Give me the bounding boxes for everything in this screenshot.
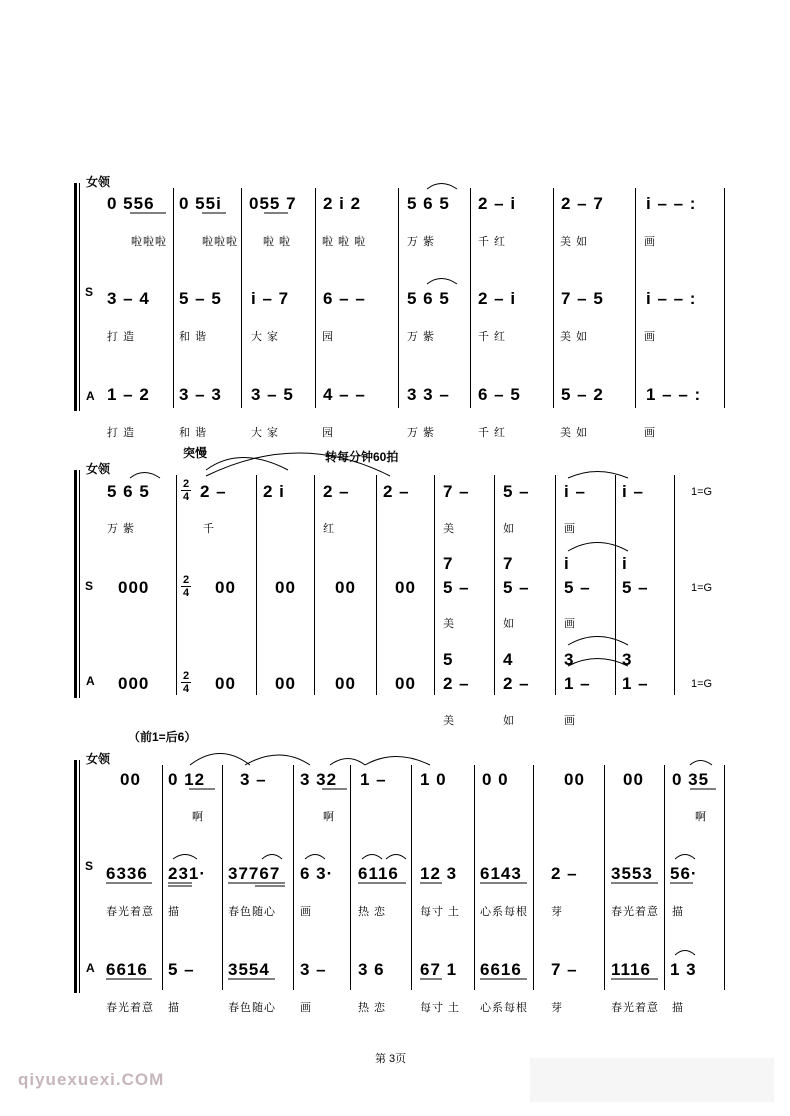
soprano-lyric: 春光着意 bbox=[611, 906, 659, 918]
solo-measure: 0 12 bbox=[168, 770, 206, 789]
soprano-lyric: 园 bbox=[322, 331, 334, 343]
slur bbox=[568, 659, 628, 667]
solo-lyric: 啦啦啦 bbox=[202, 236, 238, 248]
alto-lyric: 春光着意 bbox=[106, 1002, 154, 1014]
solo-measure: i – bbox=[622, 482, 644, 501]
solo-measure: 2 – bbox=[200, 482, 227, 501]
soprano-measure: 6 – – bbox=[323, 289, 366, 308]
soprano-measure: 56· bbox=[670, 864, 698, 883]
solo-lyric: 啦啦啦 bbox=[131, 236, 167, 248]
slur bbox=[568, 543, 628, 552]
alto-measure: 2 – bbox=[503, 674, 530, 693]
slur bbox=[675, 855, 695, 860]
soprano-measure: 00 bbox=[275, 578, 296, 597]
solo-measure: 2 – i bbox=[478, 194, 517, 213]
alto-lyric: 美 bbox=[443, 715, 455, 727]
solo-lyric: 万 紫 bbox=[407, 236, 436, 248]
ts-top: 2 bbox=[182, 478, 190, 490]
solo-measure: 5 – bbox=[503, 482, 530, 501]
part-label-solo: 女领 bbox=[86, 175, 111, 189]
alto-lyric: 热 恋 bbox=[358, 1002, 387, 1014]
soprano-lyric: 描 bbox=[672, 906, 684, 918]
soprano-measure: 6336 bbox=[106, 864, 148, 883]
alto-measure: 6616 bbox=[480, 960, 522, 979]
solo-measure: 3 – bbox=[240, 770, 267, 789]
alto-lyric: 和 谐 bbox=[179, 427, 208, 439]
key-relation-note: （前1=后6） bbox=[128, 730, 197, 744]
part-label-soprano: S bbox=[85, 579, 94, 593]
ts-bottom: 4 bbox=[182, 683, 190, 695]
part-label-alto: A bbox=[86, 389, 95, 403]
footer-band bbox=[530, 1058, 774, 1102]
alto-upper-note: 4 bbox=[503, 650, 514, 669]
slur bbox=[245, 755, 310, 765]
tempo-change-marking: 转每分钟60拍 bbox=[325, 450, 399, 464]
soprano-lyric: 画 bbox=[300, 906, 312, 918]
key-change: 1=G bbox=[691, 486, 713, 498]
alto-lyric: 园 bbox=[322, 427, 334, 439]
key-change: 1=G bbox=[691, 582, 713, 594]
solo-measure: 2 i bbox=[263, 482, 285, 501]
alto-lyric: 每寸 土 bbox=[420, 1002, 461, 1014]
solo-lyric: 美 bbox=[443, 523, 455, 535]
soprano-measure: 5 – bbox=[622, 578, 649, 597]
alto-measure: 1 – – : bbox=[646, 385, 702, 404]
soprano-measure: 00 bbox=[335, 578, 356, 597]
soprano-measure: 3 – 4 bbox=[107, 289, 150, 308]
soprano-upper-note: 7 bbox=[503, 554, 514, 573]
soprano-measure: 37767 bbox=[228, 864, 281, 883]
soprano-lyric: 芽 bbox=[551, 906, 563, 918]
alto-upper-note: 3 bbox=[564, 650, 575, 669]
soprano-lyric: 心系每根 bbox=[480, 906, 528, 918]
solo-lyric: 万 紫 bbox=[107, 523, 136, 535]
solo-measure: 5 6 5 bbox=[107, 482, 150, 501]
soprano-measure: 6 3· bbox=[300, 864, 334, 883]
alto-measure: 7 – bbox=[551, 960, 578, 979]
soprano-lyric: 如 bbox=[503, 618, 515, 630]
soprano-measure: 5 – bbox=[564, 578, 591, 597]
solo-measure: 2 i 2 bbox=[323, 194, 362, 213]
alto-lyric: 描 bbox=[168, 1002, 180, 1014]
soprano-lyric: 每寸 土 bbox=[420, 906, 461, 918]
solo-lyric: 美 如 bbox=[560, 236, 589, 248]
key-change: 1=G bbox=[691, 678, 713, 690]
solo-measure: 0 0 bbox=[482, 770, 509, 789]
alto-upper-note: 3 bbox=[622, 650, 633, 669]
alto-measure: 3 – bbox=[300, 960, 327, 979]
soprano-lyric: 画 bbox=[564, 618, 576, 630]
soprano-measure: 00 bbox=[215, 578, 236, 597]
solo-measure: 00 bbox=[120, 770, 141, 789]
ts-bottom: 4 bbox=[182, 491, 190, 503]
slur bbox=[206, 458, 288, 471]
solo-measure: i – – : bbox=[646, 194, 697, 213]
soprano-lyric: 描 bbox=[168, 906, 180, 918]
solo-measure: 00 bbox=[623, 770, 644, 789]
alto-lyric: 画 bbox=[300, 1002, 312, 1014]
slur bbox=[568, 637, 628, 646]
alto-measure: 3 – 3 bbox=[179, 385, 222, 404]
soprano-lyric: 千 红 bbox=[478, 331, 507, 343]
alto-lyric: 画 bbox=[644, 427, 656, 439]
soprano-upper-note: i bbox=[622, 554, 628, 573]
solo-lyric: 啊 bbox=[323, 811, 335, 823]
solo-lyric: 啊 bbox=[192, 811, 204, 823]
alto-measure: 1 3 bbox=[670, 960, 697, 979]
soprano-upper-note: 7 bbox=[443, 554, 454, 573]
alto-measure: 00 bbox=[275, 674, 296, 693]
soprano-measure: i – 7 bbox=[251, 289, 290, 308]
slur bbox=[386, 855, 406, 860]
soprano-measure: 5 – 5 bbox=[179, 289, 222, 308]
alto-measure: 1 – bbox=[564, 674, 591, 693]
solo-measure: i – bbox=[564, 482, 586, 501]
slur bbox=[427, 184, 457, 190]
soprano-measure: i – – : bbox=[646, 289, 697, 308]
page-number: 第 3页 bbox=[375, 1053, 407, 1065]
solo-lyric: 如 bbox=[503, 523, 515, 535]
ts-bottom: 4 bbox=[182, 587, 190, 599]
slur bbox=[206, 453, 390, 476]
tempo-slow-marking: 突慢 bbox=[183, 446, 208, 460]
slur bbox=[262, 855, 282, 860]
ts-top: 2 bbox=[182, 574, 190, 586]
alto-measure: 000 bbox=[118, 674, 150, 693]
alto-measure: 6616 bbox=[106, 960, 148, 979]
solo-lyric: 千 bbox=[203, 523, 215, 535]
solo-measure: 3 32 bbox=[300, 770, 338, 789]
alto-lyric: 心系每根 bbox=[480, 1002, 528, 1014]
alto-measure: 3 3 – bbox=[407, 385, 450, 404]
alto-lyric: 打 造 bbox=[107, 427, 136, 439]
alto-measure: 00 bbox=[335, 674, 356, 693]
alto-measure: 3554 bbox=[228, 960, 270, 979]
alto-measure: 1 – bbox=[622, 674, 649, 693]
alto-measure: 5 – bbox=[168, 960, 195, 979]
alto-measure: 6 – 5 bbox=[478, 385, 521, 404]
soprano-measure: 5 – bbox=[503, 578, 530, 597]
solo-measure: 2 – bbox=[323, 482, 350, 501]
soprano-measure: 2 – bbox=[551, 864, 578, 883]
part-label-solo: 女领 bbox=[86, 462, 111, 476]
alto-measure: 4 – – bbox=[323, 385, 366, 404]
alto-lyric: 千 红 bbox=[478, 427, 507, 439]
alto-lyric: 如 bbox=[503, 715, 515, 727]
alto-measure: 1 – 2 bbox=[107, 385, 150, 404]
solo-lyric: 画 bbox=[564, 523, 576, 535]
slur bbox=[568, 472, 628, 479]
solo-lyric: 千 红 bbox=[478, 236, 507, 248]
soprano-measure: 7 – 5 bbox=[561, 289, 604, 308]
soprano-lyric: 画 bbox=[644, 331, 656, 343]
soprano-measure: 5 6 5 bbox=[407, 289, 450, 308]
solo-measure: 0 55i bbox=[179, 194, 222, 213]
alto-measure: 5 – 2 bbox=[561, 385, 604, 404]
solo-lyric: 啦 啦 bbox=[263, 236, 292, 248]
part-label-alto: A bbox=[86, 961, 95, 975]
solo-lyric: 红 bbox=[323, 523, 335, 535]
soprano-measure: 6143 bbox=[480, 864, 522, 883]
soprano-measure: 000 bbox=[118, 578, 150, 597]
alto-measure: 00 bbox=[215, 674, 236, 693]
slur bbox=[675, 951, 695, 956]
soprano-lyric: 大 家 bbox=[251, 331, 280, 343]
alto-measure: 1116 bbox=[611, 960, 651, 979]
part-label-alto: A bbox=[86, 674, 95, 688]
soprano-measure: 3553 bbox=[611, 864, 653, 883]
slur bbox=[173, 855, 197, 860]
soprano-lyric: 春光着意 bbox=[106, 906, 154, 918]
solo-measure: 0 556 bbox=[107, 194, 155, 213]
alto-lyric: 春色随心 bbox=[228, 1002, 276, 1014]
solo-measure: 1 0 bbox=[420, 770, 447, 789]
watermark: qiyuexuexi.COM bbox=[18, 1070, 165, 1089]
soprano-measure: 6116 bbox=[358, 864, 399, 883]
solo-measure: 1 – bbox=[360, 770, 387, 789]
alto-lyric: 美 如 bbox=[560, 427, 589, 439]
ts-top: 2 bbox=[182, 670, 190, 682]
alto-measure: 3 6 bbox=[358, 960, 385, 979]
soprano-measure: 2 – i bbox=[478, 289, 517, 308]
solo-lyric: 画 bbox=[644, 236, 656, 248]
soprano-measure: 00 bbox=[395, 578, 416, 597]
solo-measure: 2 – 7 bbox=[561, 194, 604, 213]
alto-lyric: 画 bbox=[564, 715, 576, 727]
part-label-soprano: S bbox=[85, 285, 94, 299]
slur bbox=[427, 279, 457, 285]
slur bbox=[190, 754, 250, 766]
soprano-lyric: 和 谐 bbox=[179, 331, 208, 343]
soprano-lyric: 美 如 bbox=[560, 331, 589, 343]
soprano-measure: 12 3 bbox=[420, 864, 458, 883]
solo-lyric: 啦 啦 啦 bbox=[322, 236, 367, 248]
solo-measure: 00 bbox=[564, 770, 585, 789]
slur bbox=[130, 473, 160, 479]
solo-measure: 0 35 bbox=[672, 770, 710, 789]
slur bbox=[365, 757, 430, 766]
slur bbox=[362, 855, 382, 860]
slur bbox=[690, 761, 712, 766]
part-label-solo: 女领 bbox=[86, 752, 111, 766]
solo-measure: 7 – bbox=[443, 482, 470, 501]
alto-measure: 2 – bbox=[443, 674, 470, 693]
alto-lyric: 大 家 bbox=[251, 427, 280, 439]
alto-measure: 67 1 bbox=[420, 960, 458, 979]
solo-lyric: 啊 bbox=[695, 811, 707, 823]
soprano-upper-note: i bbox=[564, 554, 570, 573]
solo-measure: 055 7 bbox=[249, 194, 297, 213]
alto-measure: 3 – 5 bbox=[251, 385, 294, 404]
soprano-lyric: 热 恋 bbox=[358, 906, 387, 918]
solo-measure: 2 – bbox=[383, 482, 410, 501]
soprano-lyric: 春色随心 bbox=[228, 906, 276, 918]
alto-lyric: 芽 bbox=[551, 1002, 563, 1014]
part-label-soprano: S bbox=[85, 859, 94, 873]
alto-lyric: 万 紫 bbox=[407, 427, 436, 439]
soprano-lyric: 万 紫 bbox=[407, 331, 436, 343]
soprano-lyric: 打 造 bbox=[107, 331, 136, 343]
slur bbox=[330, 759, 365, 766]
soprano-measure: 5 – bbox=[443, 578, 470, 597]
alto-upper-note: 5 bbox=[443, 650, 454, 669]
solo-measure: 5 6 5 bbox=[407, 194, 450, 213]
alto-lyric: 春光着意 bbox=[611, 1002, 659, 1014]
alto-lyric: 描 bbox=[672, 1002, 684, 1014]
soprano-lyric: 美 bbox=[443, 618, 455, 630]
slur bbox=[305, 855, 325, 860]
soprano-measure: 231· bbox=[168, 864, 207, 883]
alto-measure: 00 bbox=[395, 674, 416, 693]
